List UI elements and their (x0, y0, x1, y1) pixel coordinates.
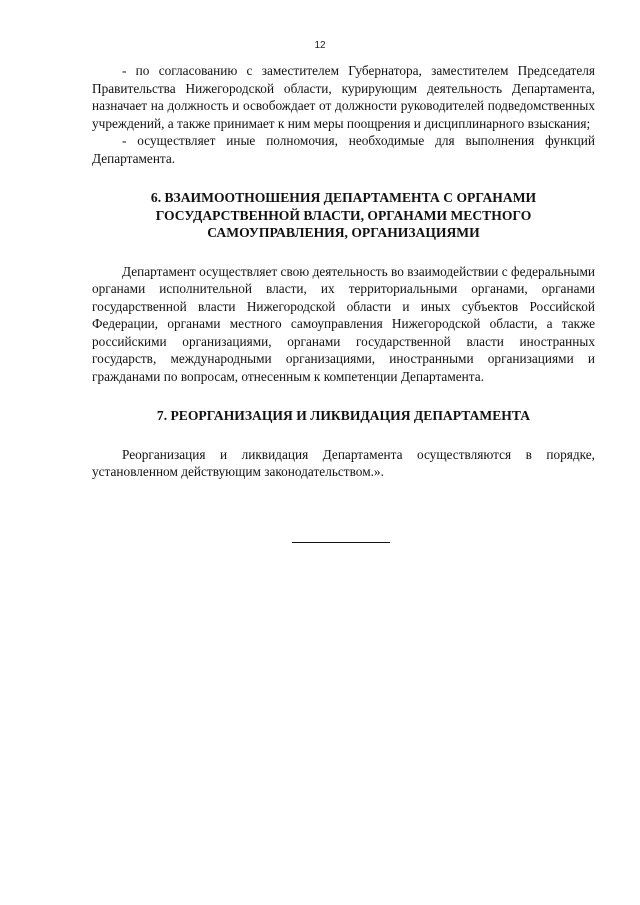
intro-item-other-powers: - осуществляет иные полномочия, необходимые для выполнения функций Департамента. (92, 133, 595, 166)
closing-rule (292, 542, 390, 543)
intro-item-appointments: - по согласованию с заместителем Губернатора, заместителем Председателя Правительства Нижегородской области, курирующим деятельность Департамента, назначает на должность и освобождает от должности руководителей подведомственных учреждений, а также принимает к ним меры поощрения и дисциплинарного взыскания; (92, 63, 595, 131)
page-content (92, 62, 595, 481)
section-7-body: Реорганизация и ликвидация Департамента осуществляются в порядке, установленном действующим законодательством.». (92, 446, 595, 479)
section-6-body: Департамент осуществляет свою деятельность во взаимодействии с федеральными органами исполнительной власти, их территориальными органами, органами государственной власти Нижегородской области и иных субъектов Российской Федерации, органами местного самоуправления Нижегородской области, а также российскими организациями, органами государственной власти иностранных государств, международными организациями, иностранными организациями и гражданами по вопросам, отнесенным к компетенции Департамента. (92, 263, 595, 384)
section-7-heading: 7. РЕОРГАНИЗАЦИЯ И ЛИКВИДАЦИЯ ДЕПАРТАМЕНТА (156, 408, 531, 423)
page-number: 12 (314, 40, 326, 51)
section-6-heading: 6. ВЗАИМООТНОШЕНИЯ ДЕПАРТАМЕНТА С ОРГАНАМИ ГОСУДАРСТВЕННОЙ ВЛАСТИ, ОРГАНАМИ МЕСТНОГО САМОУПРАВЛЕНИЯ, ОРГАНИЗАЦИЯМИ (150, 190, 537, 240)
